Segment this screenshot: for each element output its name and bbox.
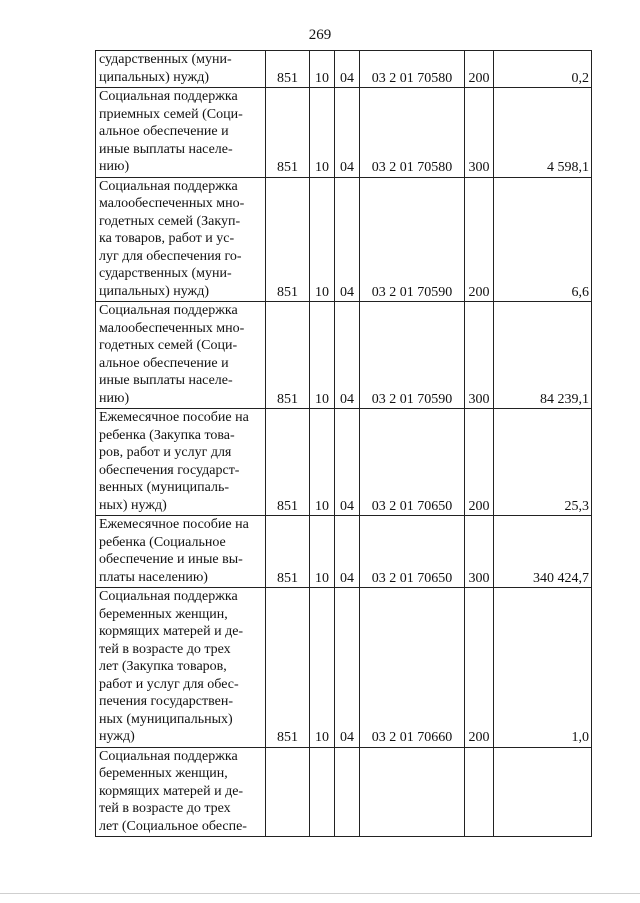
ministry-code-cell: 851 [266,51,310,88]
item-name-line: малообеспеченных мно- [99,320,245,336]
item-name-line: лет (Закупка товаров, [99,659,227,674]
item-name-cell [96,88,266,178]
item-name-line: Ежемесячное пособие на [99,410,249,425]
item-name-line: альное обеспечение и [99,124,229,139]
item-name-line: иные выплаты населе- [99,373,233,388]
amount-cell: 0,2 [494,51,592,88]
budget-table [95,50,592,837]
page-number: 269 [308,27,332,43]
item-name-line: тей в возрасте до трех [99,641,231,657]
item-name-cell [96,516,266,588]
item-name-line: лет (Социальное обеспе- [99,818,247,834]
target-article-cell: 03 2 01 70590 [360,177,465,302]
expense-type-cell: 200 [465,51,494,88]
item-name-line: беременных женщин, [99,766,228,781]
section-code-cell: 10 [310,409,335,516]
subsection-code-cell: 04 [335,516,360,588]
target-article-cell: 03 2 01 70580 [360,88,465,178]
table-row [96,302,592,409]
section-code-cell: 10 [310,516,335,588]
item-name-line: обеспечения государст- [99,462,240,478]
amount-cell: 84 239,1 [494,302,592,409]
item-name-line: Ежемесячное пособие на [99,517,249,532]
amount-cell: 6,6 [494,177,592,302]
item-name-cell [96,409,266,516]
item-name-line: кормящих матерей и де- [99,783,244,799]
table-row [96,88,592,178]
target-article-cell: 03 2 01 70650 [360,409,465,516]
subsection-code-cell: 04 [335,88,360,178]
item-name-line: ципальных) нужд) [99,69,210,85]
item-name-cell [96,302,266,409]
expense-type-cell [465,747,494,837]
item-name-line: луг для обеспечения го- [99,248,242,264]
subsection-code-cell: 04 [335,51,360,88]
ministry-code-cell: 851 [266,88,310,178]
item-name-line: приемных семей (Соци- [99,106,243,122]
table-row [96,177,592,302]
amount-cell [494,747,592,837]
subsection-code-cell: 04 [335,302,360,409]
expense-type-cell: 200 [465,588,494,748]
amount-cell: 340 424,7 [494,516,592,588]
item-name-line: платы населению) [99,569,208,585]
section-code-cell: 10 [310,177,335,302]
ministry-code-cell: 851 [266,516,310,588]
subsection-code-cell: 04 [335,588,360,748]
table-row [96,747,592,837]
item-name-line: печения государствен- [99,694,233,709]
item-name-cell [96,51,266,88]
ministry-code-cell: 851 [266,409,310,516]
item-name-line: альное обеспечение и [99,355,229,371]
target-article-cell: 03 2 01 70580 [360,51,465,88]
item-name-line: венных (муниципаль- [99,480,229,495]
item-name-line: нию) [99,159,130,174]
ministry-code-cell: 851 [266,588,310,748]
item-name-line: ципальных) нужд) [99,283,210,299]
expense-type-cell: 300 [465,88,494,178]
target-article-cell: 03 2 01 70590 [360,302,465,409]
budget-table-body [96,51,592,837]
ministry-code-cell: 851 [266,177,310,302]
target-article-cell [360,747,465,837]
item-name-line: ров, работ и услуг для [99,445,232,460]
item-name-line: тей в возрасте до трех [99,801,231,816]
item-name-line: ребенка (Социальное [99,534,226,550]
table-row [96,409,592,516]
target-article-cell: 03 2 01 70660 [360,588,465,748]
item-name-line: ных (муниципальных) [99,711,233,727]
subsection-code-cell: 04 [335,177,360,302]
target-article-cell: 03 2 01 70650 [360,516,465,588]
ministry-code-cell: 851 [266,302,310,409]
item-name-line: малообеспеченных мно- [99,196,245,211]
table-row [96,588,592,748]
item-name-line: Социальная поддержка [99,748,238,764]
item-name-line: нужд) [99,729,135,744]
section-code-cell: 10 [310,302,335,409]
table-row [96,51,592,88]
section-code-cell: 10 [310,51,335,88]
item-name-line: годетных семей (Соци- [99,338,238,353]
item-name-cell [96,588,266,748]
expense-type-cell: 200 [465,177,494,302]
section-code-cell: 10 [310,88,335,178]
section-code-cell: 10 [310,588,335,748]
subsection-code-cell [335,747,360,837]
item-name-cell [96,177,266,302]
item-name-line: беременных женщин, [99,606,228,622]
table-row [96,516,592,588]
item-name-line: сударственных (муни- [99,266,232,281]
item-name-line: кормящих матерей и де- [99,624,244,639]
item-name-line: ка товаров, работ и ус- [99,231,235,246]
item-name-line: Социальная поддержка [99,303,238,318]
item-name-line: работ и услуг для обес- [99,676,239,692]
item-name-line: сударственных (муни- [99,52,232,67]
expense-type-cell: 300 [465,516,494,588]
item-name-line: ных) нужд) [99,497,167,513]
item-name-cell [96,747,266,837]
page-bottom-rule [0,893,640,894]
section-code-cell [310,747,335,837]
subsection-code-cell: 04 [335,409,360,516]
item-name-line: годетных семей (Закуп- [99,213,241,229]
item-name-line: иные выплаты населе- [99,141,233,157]
item-name-line: Социальная поддержка [99,178,238,194]
expense-type-cell: 200 [465,409,494,516]
item-name-line: нию) [99,390,130,406]
amount-cell: 4 598,1 [494,88,592,178]
ministry-code-cell [266,747,310,837]
item-name-line: обеспечение и иные вы- [99,552,243,567]
expense-type-cell: 300 [465,302,494,409]
item-name-line: Социальная поддержка [99,89,238,104]
amount-cell: 25,3 [494,409,592,516]
item-name-line: Социальная поддержка [99,589,238,604]
amount-cell: 1,0 [494,588,592,748]
item-name-line: ребенка (Закупка това- [99,427,235,443]
